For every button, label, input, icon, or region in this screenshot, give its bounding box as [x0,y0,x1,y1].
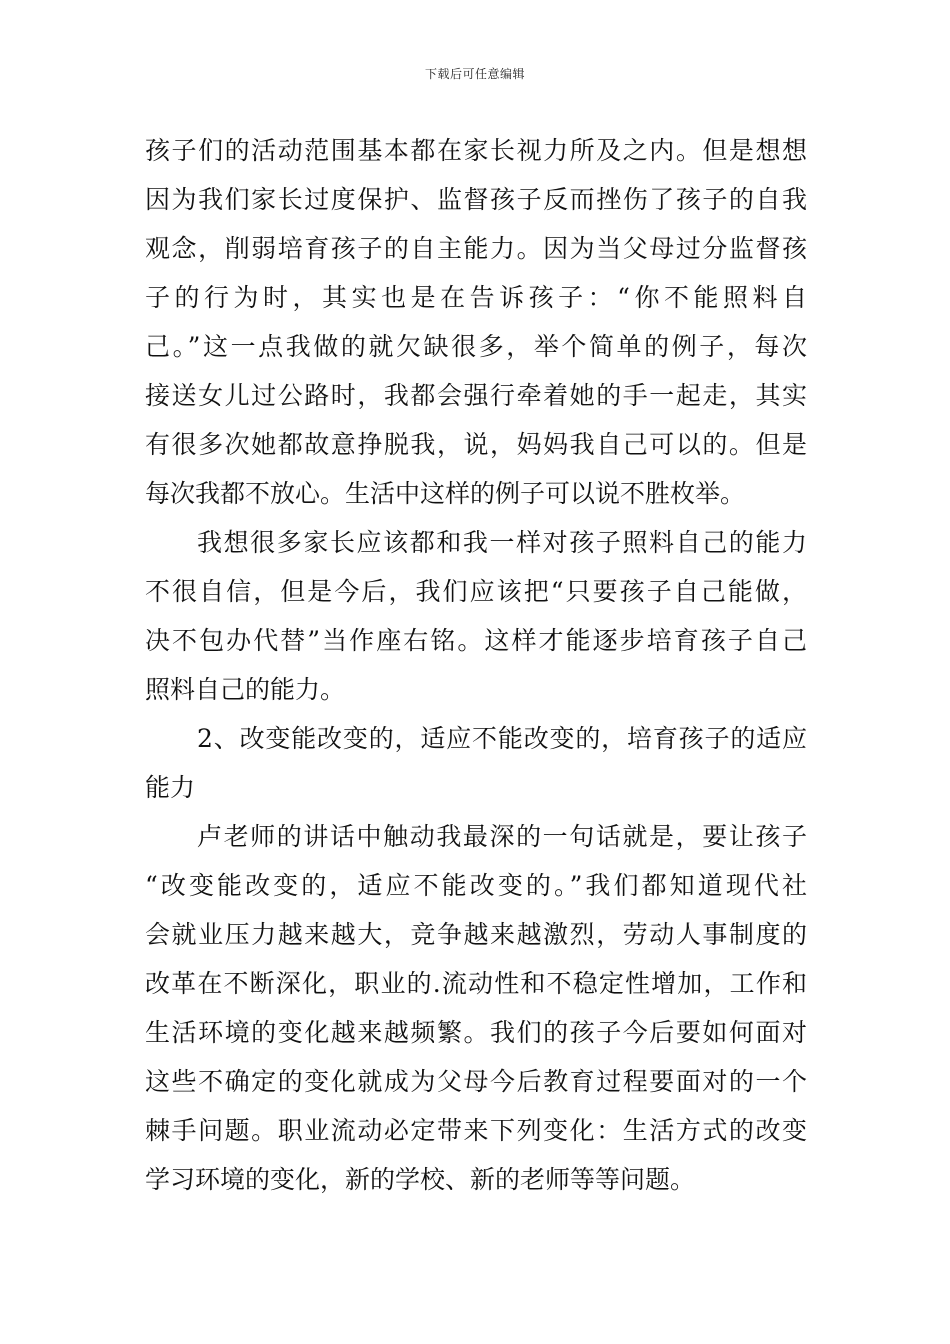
text-line: 己。”这一点我做的就欠缺很多，举个简单的例子，每次 [145,332,807,361]
text-line: 改革在不断深化，职业的.流动性和不稳定性增加，工作和 [145,969,807,998]
text-line: 决不包办代替”当作座右铭。这样才能逐步培育孩子自己 [145,626,807,655]
text-line: 生活环境的变化越来越频繁。我们的孩子今后要如何面对 [145,1018,807,1047]
text-line: 每次我都不放心。生活中这样的例子可以说不胜枚举。 [145,479,746,508]
text-line: 子的行为时，其实也是在告诉孩子：“你不能照料自 [145,283,807,312]
text-line: 会就业压力越来越大，竞争越来越激烈，劳动人事制度的 [145,920,807,949]
text-line: 接送女儿过公路时，我都会强行牵着她的手一起走，其实 [145,381,807,410]
text-line: 这些不确定的变化就成为父母今后教育过程要面对的一个 [145,1067,807,1096]
body-text [145,126,807,1204]
text-line: 棘手问题。职业流动必定带来下列变化：生活方式的改变 [145,1116,807,1145]
page-header: 下载后可任意编辑 [424,67,525,81]
text-line: 观念，削弱培育孩子的自主能力。因为当父母过分监督孩 [145,234,807,263]
text-line: “改变能改变的，适应不能改变的。”我们都知道现代社 [145,871,807,900]
text-line: 能力 [145,773,196,802]
text-line: 2、改变能改变的，适应不能改变的，培育孩子的适应 [197,724,807,753]
text-line: 有很多次她都故意挣脱我，说，妈妈我自己可以的。但是 [145,430,807,459]
text-line: 孩子们的活动范围基本都在家长视力所及之内。但是想想 [145,136,807,165]
text-line: 学习环境的变化，新的学校、新的老师等等问题。 [145,1165,696,1194]
text-line: 不很自信，但是今后，我们应该把“只要孩子自己能做， [145,577,807,606]
text-line: 因为我们家长过度保护、监督孩子反而挫伤了孩子的自我 [145,185,807,214]
text-line: 我想很多家长应该都和我一样对孩子照料自己的能力 [197,528,807,557]
text-line: 卢老师的讲话中触动我最深的一句话就是，要让孩子 [197,822,807,851]
text-line: 照料自己的能力。 [145,675,346,704]
